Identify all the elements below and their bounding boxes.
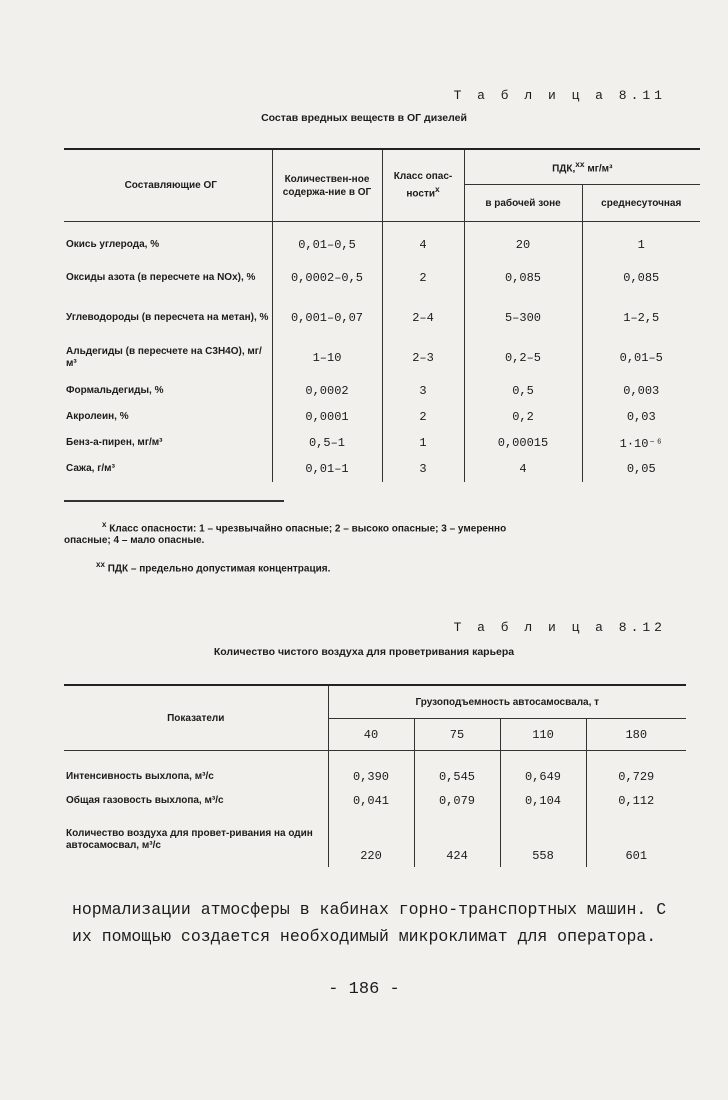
table-8-12-label: Т а б л и ц а 8.12 — [453, 620, 666, 635]
table-end-rule — [64, 500, 284, 502]
header-component: Составляющие ОГ — [64, 149, 272, 222]
header-amount: Количествен-ное содержа-ние в ОГ — [272, 149, 382, 222]
table-row: Углеводороды (в пересчета на метан), % 0,001–0,07 2–4 5–300 1–2,5 — [64, 298, 700, 338]
table-row: Альдегиды (в пересчете на C3H4O), мг/м³ 1–10 2–3 0,2–5 0,01–5 — [64, 338, 700, 378]
footnote-2: $^{xx}$ ПДК – предельно допустимая концентрация. — [96, 560, 331, 575]
header-capacity-180: 180 — [586, 719, 686, 751]
footnote-1: $^x$ Класс опасности: 1 – чрезвычайно опасные; 2 – высоко опасные; 3 – умеренно — [102, 520, 507, 535]
header-capacity: Грузоподъемность автосамосвала, т — [328, 685, 686, 719]
table-row: Количество воздуха для провет-ривания на один автосамосвал, м³/с 220 424 558 601 — [64, 813, 686, 867]
table-8-12-caption: Количество чистого воздуха для проветривания карьера — [213, 646, 515, 658]
header-capacity-40: 40 — [328, 719, 414, 751]
header-capacity-75: 75 — [414, 719, 500, 751]
table-8-11-caption: Состав вредных веществ в ОГ дизелей — [261, 112, 467, 124]
table-harmful-substances — [64, 148, 700, 482]
table-row: Оксиды азота (в пересчете на NOx), % 0,0002–0,5 2 0,085 0,085 — [64, 258, 700, 298]
header-daily: среднесуточная — [582, 185, 700, 222]
header-pdk: ПДК,$^{xx}$ мг/м³ — [464, 149, 700, 185]
header-class: Класс опас-ности$^x$ — [382, 149, 464, 222]
table-8-11-label: Т а б л и ц а 8.11 — [453, 88, 666, 103]
table-row: Окись углерода, % 0,01–0,5 4 20 1 — [64, 232, 700, 258]
table-clean-air — [64, 684, 686, 867]
table-row: Сажа, г/м³ 0,01–1 3 4 0,05 — [64, 456, 700, 482]
table-row: Бенз-а-пирен, мг/м³ 0,5–1 1 0,00015 1·10⁻⁶ — [64, 430, 700, 456]
page-number: - 186 - — [328, 980, 400, 999]
table-row: Акролеин, % 0,0001 2 0,2 0,03 — [64, 404, 700, 430]
table-row: Общая газовость выхлопа, м³/с 0,041 0,079 0,104 0,112 — [64, 789, 686, 813]
header-work-zone: в рабочей зоне — [464, 185, 582, 222]
table-row: Интенсивность выхлопа, м³/с 0,390 0,545 0,649 0,729 — [64, 765, 686, 789]
footnote-1-cont: опасные; 4 – мало опасные. — [64, 535, 205, 546]
header-capacity-110: 110 — [500, 719, 586, 751]
body-paragraph: нормализации атмосферы в кабинах горно-транспортных машин. С их помощью создается необходимый микроклимат для оператора. — [72, 900, 667, 946]
header-indicator: Показатели — [64, 685, 328, 751]
table-row: Формальдегиды, % 0,0002 3 0,5 0,003 — [64, 378, 700, 404]
